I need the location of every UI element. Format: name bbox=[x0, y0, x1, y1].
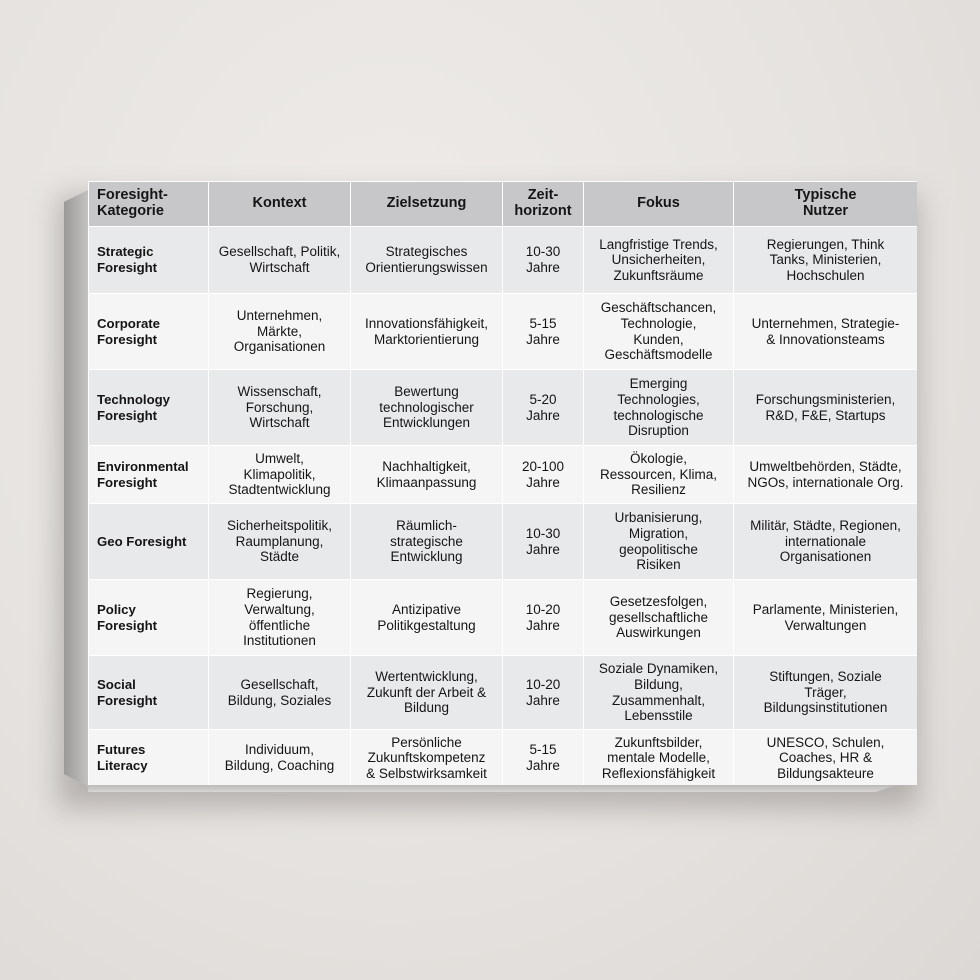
cell-nutzer: Parlamente, Ministerien, Verwaltungen bbox=[734, 580, 918, 656]
cell-zeithorizont: 5-15 Jahre bbox=[503, 730, 584, 786]
cell-zeithorizont: 5-20 Jahre bbox=[503, 370, 584, 446]
table-row bbox=[89, 446, 918, 504]
cell-zielsetzung: Räumlich- strategische Entwicklung bbox=[351, 504, 503, 580]
cell-kategorie: Policy Foresight bbox=[89, 580, 209, 656]
foresight-table bbox=[88, 181, 917, 785]
cell-zielsetzung: Antizipative Politikgestaltung bbox=[351, 580, 503, 656]
cell-kategorie: Strategic Foresight bbox=[89, 227, 209, 294]
cell-zeithorizont: 10-20 Jahre bbox=[503, 580, 584, 656]
header-row bbox=[89, 182, 918, 227]
cell-nutzer: Forschungsministerien, R&D, F&E, Startups bbox=[734, 370, 918, 446]
canvas-side-edge bbox=[64, 190, 88, 786]
table-row bbox=[89, 227, 918, 294]
table-row bbox=[89, 656, 918, 730]
canvas-print bbox=[88, 181, 917, 785]
cell-kontext: Individuum, Bildung, Coaching bbox=[209, 730, 351, 786]
header-kategorie: Foresight- Kategorie bbox=[89, 182, 209, 227]
cell-kontext: Regierung, Verwaltung, öffentliche Institutionen bbox=[209, 580, 351, 656]
cell-zeithorizont: 10-30 Jahre bbox=[503, 504, 584, 580]
cell-zeithorizont: 10-30 Jahre bbox=[503, 227, 584, 294]
header-fokus: Fokus bbox=[584, 182, 734, 227]
cell-kategorie: Technology Foresight bbox=[89, 370, 209, 446]
table-row bbox=[89, 294, 918, 370]
cell-zeithorizont: 20-100 Jahre bbox=[503, 446, 584, 504]
table-row bbox=[89, 504, 918, 580]
cell-zielsetzung: Nachhaltigkeit, Klimaanpassung bbox=[351, 446, 503, 504]
header-kontext: Kontext bbox=[209, 182, 351, 227]
cell-zielsetzung: Bewertung technologischer Entwicklungen bbox=[351, 370, 503, 446]
cell-fokus: Urbanisierung, Migration, geopolitische Risiken bbox=[584, 504, 734, 580]
table-row bbox=[89, 370, 918, 446]
cell-zielsetzung: Strategisches Orientierungswissen bbox=[351, 227, 503, 294]
cell-kategorie: Environmental Foresight bbox=[89, 446, 209, 504]
header-nutzer: Typische Nutzer bbox=[734, 182, 918, 227]
cell-kontext: Gesellschaft, Bildung, Soziales bbox=[209, 656, 351, 730]
cell-fokus: Ökologie, Ressourcen, Klima, Resilienz bbox=[584, 446, 734, 504]
cell-zeithorizont: 5-15 Jahre bbox=[503, 294, 584, 370]
canvas-bottom-edge bbox=[88, 784, 900, 792]
cell-fokus: Geschäftschancen, Technologie, Kunden, Geschäftsmodelle bbox=[584, 294, 734, 370]
cell-zielsetzung: Persönliche Zukunftskompetenz & Selbstwirksamkeit bbox=[351, 730, 503, 786]
table-row bbox=[89, 580, 918, 656]
cell-fokus: Gesetzesfolgen, gesellschaftliche Auswirkungen bbox=[584, 580, 734, 656]
cell-fokus: Zukunftsbilder, mentale Modelle, Reflexionsfähigkeit bbox=[584, 730, 734, 786]
cell-nutzer: Militär, Städte, Regionen, internationale Organisationen bbox=[734, 504, 918, 580]
cell-nutzer: Umweltbehörden, Städte, NGOs, internationale Org. bbox=[734, 446, 918, 504]
cell-kontext: Unternehmen, Märkte, Organisationen bbox=[209, 294, 351, 370]
cell-zielsetzung: Wertentwicklung, Zukunft der Arbeit & Bildung bbox=[351, 656, 503, 730]
cell-nutzer: Regierungen, Think Tanks, Ministerien, Hochschulen bbox=[734, 227, 918, 294]
cell-nutzer: Unternehmen, Strategie- & Innovationsteams bbox=[734, 294, 918, 370]
cell-kontext: Umwelt, Klimapolitik, Stadtentwicklung bbox=[209, 446, 351, 504]
cell-kategorie: Corporate Foresight bbox=[89, 294, 209, 370]
cell-kategorie: Futures Literacy bbox=[89, 730, 209, 786]
cell-nutzer: Stiftungen, Soziale Träger, Bildungsinstitutionen bbox=[734, 656, 918, 730]
cell-kategorie: Geo Foresight bbox=[89, 504, 209, 580]
cell-zielsetzung: Innovationsfähigkeit, Marktorientierung bbox=[351, 294, 503, 370]
table-row bbox=[89, 730, 918, 786]
cell-fokus: Langfristige Trends, Unsicherheiten, Zukunftsräume bbox=[584, 227, 734, 294]
header-zielsetzung: Zielsetzung bbox=[351, 182, 503, 227]
header-zeithorizont: Zeit- horizont bbox=[503, 182, 584, 227]
cell-fokus: Emerging Technologies, technologische Disruption bbox=[584, 370, 734, 446]
cell-kontext: Sicherheitspolitik, Raumplanung, Städte bbox=[209, 504, 351, 580]
cell-nutzer: UNESCO, Schulen, Coaches, HR & Bildungsakteure bbox=[734, 730, 918, 786]
cell-kontext: Gesellschaft, Politik, Wirtschaft bbox=[209, 227, 351, 294]
cell-kontext: Wissenschaft, Forschung, Wirtschaft bbox=[209, 370, 351, 446]
cell-kategorie: Social Foresight bbox=[89, 656, 209, 730]
cell-zeithorizont: 10-20 Jahre bbox=[503, 656, 584, 730]
cell-fokus: Soziale Dynamiken, Bildung, Zusammenhalt, Lebensstile bbox=[584, 656, 734, 730]
